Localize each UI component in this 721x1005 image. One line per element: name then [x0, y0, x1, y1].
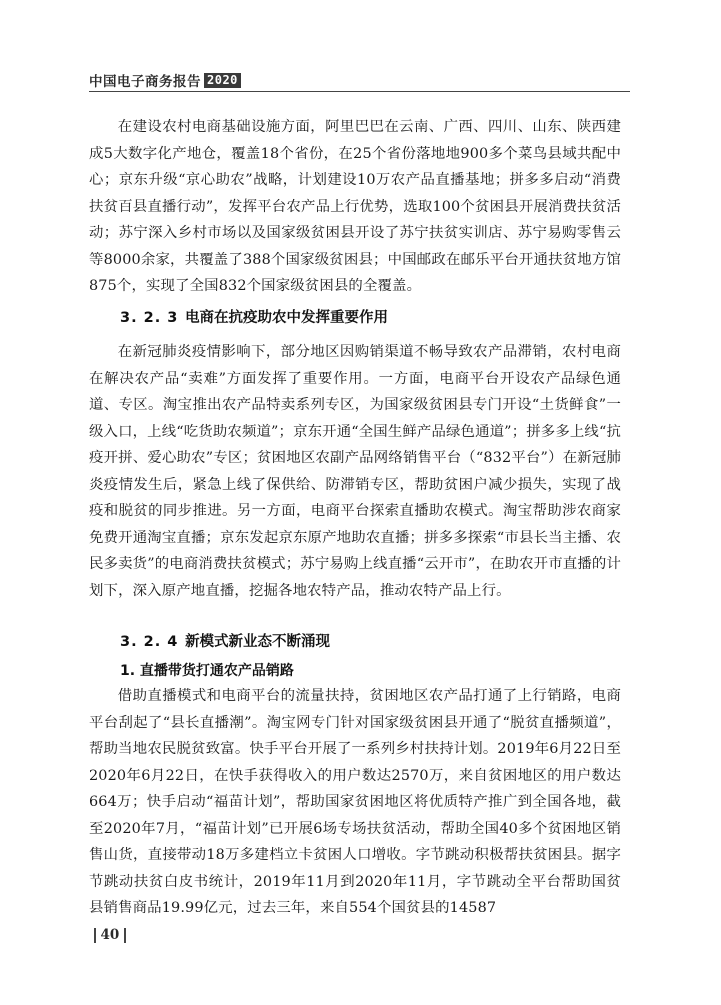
- subsection-heading-live-streaming: 1. 直播带货打通农产品销路: [120, 663, 294, 679]
- report-year-badge: 2020: [204, 73, 241, 88]
- section-number: 3. 2. 3: [120, 310, 179, 326]
- section-number: 3. 2. 4: [120, 634, 179, 650]
- footer-right-bar: [124, 928, 126, 943]
- section-title: 电商在抗疫助农中发挥重要作用: [185, 310, 389, 326]
- paragraph-anti-epidemic: [89, 339, 621, 604]
- header-divider: [89, 91, 630, 92]
- paragraph-text: 在建设农村电商基础设施方面，阿里巴巴在云南、广西、四川、山东、陕西建成5大数字化产地仓，覆盖18个省份，在25个省份落地地900多个菜鸟县域共配中心；京东升级“京心助农”战略，计划建设10万农产品直播基地；拼多多启动“消费扶贫百县直播行动”，发挥平台农产品上行优势，选取100个贫困县开展消费扶贫活动；苏宁深入乡村市场以及国家级贫困县开设了苏宁扶贫实训店、苏宁易购零售云等8000余家，共覆盖了388个国家级贫困县；中国邮政在邮乐平台开通扶贫地方馆875个，实现了全国832个国家级贫困县的全覆盖。: [89, 119, 621, 294]
- section-title: 新模式新业态不断涌现: [185, 634, 331, 650]
- section-heading-3-2-4: [120, 630, 330, 651]
- running-header: [89, 70, 241, 90]
- report-title: 中国电子商务报告: [89, 74, 201, 90]
- page-footer: [89, 927, 131, 943]
- paragraph-infrastructure: [89, 114, 621, 300]
- page-number: 40: [100, 927, 120, 943]
- paragraph-text: 借助直播模式和电商平台的流量扶持，贫困地区农产品打通了上行销路，电商平台刮起了“县长直播潮”。淘宝网专门针对国家级贫困县开通了“脱贫直播频道”，帮助当地农民脱贫致富。快手平台开展了一系列乡村扶持计划。2019年6月22日至2020年6月22日，在快手获得收入的用户数达2570万，来自贫困地区的用户数达664万；快手启动“福苗计划”，帮助国家贫困地区将优质特产推广到全国各地，截至2020年7月，“福苗计划”已开展6场专场扶贫活动，帮助全国40多个贫困地区销售山货，直接带动18万多建档立卡贫困人口增收。字节跳动积极帮扶贫困县。据字节跳动扶贫白皮书统计，2019年11月到2020年11月，字节跳动全平台帮助国贫县销售商品19.99亿元，过去三年，来自554个国贫县的14587: [89, 688, 621, 916]
- section-heading-3-2-3: [120, 306, 388, 327]
- paragraph-live-streaming: [89, 683, 621, 922]
- paragraph-text: 在新冠肺炎疫情影响下，部分地区因购销渠道不畅导致农产品滞销，农村电商在解决农产品“卖难”方面发挥了重要作用。一方面，电商平台开设农产品绿色通道、专区。淘宝推出农产品特卖系列专区，为国家级贫困县专门开设“土货鲜食”一级入口，上线“吃货助农频道”；京东开通“全国生鲜产品绿色通道”；拼多多上线“抗疫开拼、爱心助农”专区；贫困地区农副产品网络销售平台（“832平台”）在新冠肺炎疫情发生后，紧急上线了保供给、防滞销专区，帮助贫困户减少损失，实现了战疫和脱贫的同步推进。另一方面，电商平台探索直播助农模式。淘宝帮助涉农商家免费开通淘宝直播；京东发起京东原产地助农直播；拼多多探索“市县长当主播、农民多卖货”的电商消费扶贫模式；苏宁易购上线直播“云开市”，在助农开市直播的计划下，深入原产地直播，挖掘各地农特产品，推动农特产品上行。: [89, 344, 621, 599]
- footer-left-bar: [94, 928, 96, 943]
